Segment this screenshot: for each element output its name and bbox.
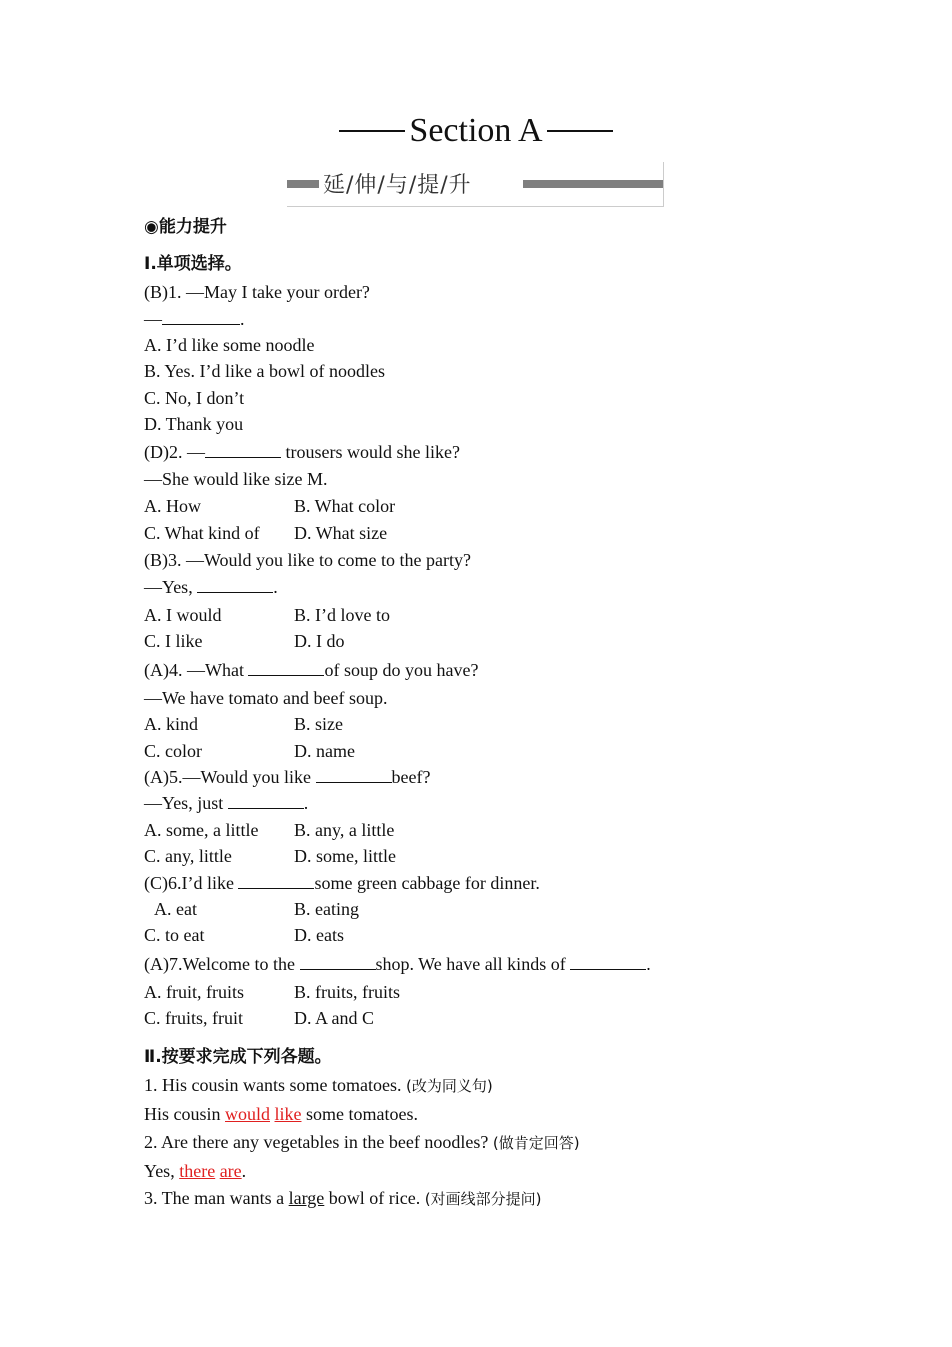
part2-heading: Ⅱ.按要求完成下列各题。 bbox=[144, 1047, 332, 1067]
answer-blank bbox=[228, 794, 304, 809]
q2-option-d: D. What size bbox=[294, 523, 388, 543]
q2-option-a: A. How bbox=[144, 496, 201, 516]
ability-heading: ◉能力提升 bbox=[144, 217, 227, 237]
q2-reply: —She would like size M. bbox=[144, 469, 328, 489]
s1-question: 1. His cousin wants some tomatoes. (改为同义句) bbox=[144, 1075, 493, 1095]
title-rule-left bbox=[339, 130, 405, 132]
q6-option-c: C. to eat bbox=[144, 925, 205, 945]
q3-option-a: A. I would bbox=[144, 605, 222, 625]
q5-option-b: B. any, a little bbox=[294, 820, 395, 840]
q4-option-a: A. kind bbox=[144, 714, 198, 734]
q3-option-d: D. I do bbox=[294, 631, 345, 651]
answer-blank bbox=[238, 874, 314, 889]
q2-option-b: B. What color bbox=[294, 496, 396, 516]
banner-bar-right bbox=[523, 180, 663, 188]
q4-option-c: C. color bbox=[144, 741, 202, 761]
answer-blank bbox=[205, 443, 281, 458]
q2-option-c: C. What kind of bbox=[144, 523, 260, 543]
q5-option-d: D. some, little bbox=[294, 846, 396, 866]
q4-reply: —We have tomato and beef soup. bbox=[144, 688, 388, 708]
underlined-word: large bbox=[288, 1188, 325, 1208]
q1-reply: — . bbox=[144, 309, 245, 329]
s1-answer: His cousin would like some tomatoes. bbox=[144, 1104, 418, 1124]
q5-option-a: A. some, a little bbox=[144, 820, 259, 840]
section-title: Section A bbox=[0, 112, 952, 150]
answer-blank bbox=[300, 955, 376, 970]
q1-option-b: B. Yes. I’d like a bowl of noodles bbox=[144, 361, 385, 381]
s2-question: 2. Are there any vegetables in the beef noodles? (做肯定回答) bbox=[144, 1132, 580, 1152]
q3-option-b: B. I’d love to bbox=[294, 605, 390, 625]
banner-text: 延/伸/与/提/升 bbox=[323, 173, 472, 198]
answer-word: like bbox=[274, 1104, 302, 1124]
answer-blank bbox=[570, 955, 646, 970]
q6-option-a: A. eat bbox=[154, 899, 197, 919]
answer-word: are bbox=[219, 1161, 242, 1181]
q5-option-c: C. any, little bbox=[144, 846, 232, 866]
q6-stem: (C)6.I’d like some green cabbage for dinner. bbox=[144, 873, 540, 893]
q1-stem: (B)1. —May I take your order? bbox=[144, 282, 370, 302]
banner-bar-left bbox=[287, 180, 319, 188]
q7-stem: (A)7.Welcome to the shop. We have all kinds of . bbox=[144, 954, 651, 974]
q3-option-c: C. I like bbox=[144, 631, 203, 651]
part1-heading: Ⅰ.单项选择。 bbox=[144, 254, 242, 274]
q7-option-a: A. fruit, fruits bbox=[144, 982, 244, 1002]
answer-blank bbox=[248, 661, 324, 676]
answer-word: would bbox=[225, 1104, 270, 1124]
answer-blank bbox=[316, 768, 392, 783]
q5-reply: —Yes, just . bbox=[144, 793, 309, 813]
answer-blank bbox=[162, 310, 240, 325]
q1-option-a: A. I’d like some noodle bbox=[144, 335, 315, 355]
answer-word: there bbox=[179, 1161, 216, 1181]
q1-option-c: C. No, I don’t bbox=[144, 388, 245, 408]
q6-option-d: D. eats bbox=[294, 925, 344, 945]
extension-banner bbox=[287, 162, 664, 207]
q6-option-b: B. eating bbox=[294, 899, 359, 919]
s2-answer: Yes, there are. bbox=[144, 1161, 247, 1181]
q5-stem: (A)5.—Would you like beef? bbox=[144, 767, 431, 787]
q7-option-d: D. A and C bbox=[294, 1008, 375, 1028]
answer-blank bbox=[197, 578, 273, 593]
q7-option-c: C. fruits, fruit bbox=[144, 1008, 243, 1028]
q3-stem: (B)3. —Would you like to come to the party? bbox=[144, 550, 471, 570]
q1-option-d: D. Thank you bbox=[144, 414, 244, 434]
q4-stem: (A)4. —What of soup do you have? bbox=[144, 660, 479, 680]
title-rule-right bbox=[547, 130, 613, 132]
q7-option-b: B. fruits, fruits bbox=[294, 982, 400, 1002]
q3-reply: —Yes, . bbox=[144, 577, 278, 597]
s3-question: 3. The man wants a large bowl of rice. (对画线部分提问) bbox=[144, 1188, 542, 1208]
q4-option-b: B. size bbox=[294, 714, 343, 734]
q4-option-d: D. name bbox=[294, 741, 355, 761]
q2-stem: (D)2. — trousers would she like? bbox=[144, 442, 460, 462]
